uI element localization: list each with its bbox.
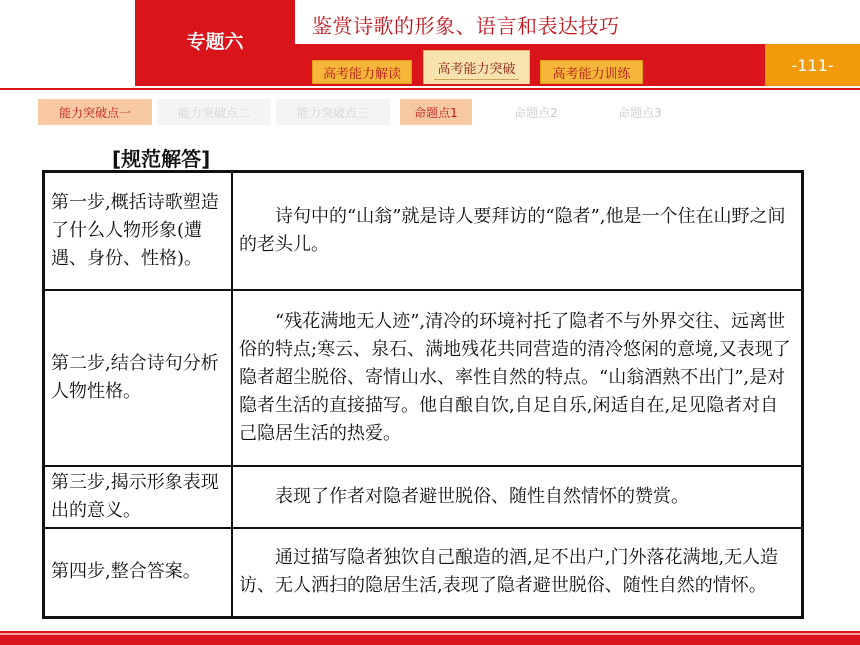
- step-cell: 第四步,整合答案。: [44, 528, 233, 618]
- table-row: [44, 172, 803, 290]
- subtab-point-2[interactable]: 能力突破点二: [157, 99, 271, 125]
- page-title: 鉴赏诗歌的形象、语言和表达技巧: [312, 14, 620, 38]
- subtab-point-1[interactable]: 能力突破点一: [38, 99, 152, 125]
- footer-stripe: [0, 633, 860, 635]
- tab-ability-interpretation[interactable]: 高考能力解读: [312, 60, 412, 84]
- proposition-link-2[interactable]: 命题点2: [514, 105, 558, 120]
- content-cell: 通过描写隐者独饮自己酿造的酒,足不出户,门外落花满地,无人造访、无人洒扫的隐居生活,表现了隐者避世脱俗、随性自然的情怀。: [232, 528, 803, 618]
- step-cell: 第三步,揭示形象表现出的意义。: [44, 466, 233, 528]
- section-heading: [规范解答]: [112, 147, 211, 171]
- topic-block: [135, 0, 295, 86]
- tab-ability-training[interactable]: 高考能力训练: [540, 60, 643, 84]
- page-number-block: [765, 44, 860, 86]
- content-cell: 表现了作者对隐者避世脱俗、随性自然情怀的赞赏。: [232, 466, 803, 528]
- tab-ability-breakthrough[interactable]: 高考能力突破: [423, 50, 530, 84]
- table-row: [44, 290, 803, 466]
- step-cell: 第二步,结合诗句分析人物性格。: [44, 290, 233, 466]
- table-row: [44, 528, 803, 618]
- subtab-point-3[interactable]: 能力突破点三: [276, 99, 390, 125]
- answer-table: [42, 170, 804, 619]
- proposition-link-3[interactable]: 命题点3: [618, 105, 662, 120]
- step-cell: 第一步,概括诗歌塑造了什么人物形象(遭遇、身份、性格)。: [44, 172, 233, 290]
- content-cell: 诗句中的“山翁”就是诗人要拜访的“隐者”,他是一个住在山野之间的老头儿。: [232, 172, 803, 290]
- content-cell: “残花满地无人迹”,清冷的环境衬托了隐者不与外界交往、远离世俗的特点;寒云、泉石、满地残花共同营造的清冷悠闲的意境,又表现了隐者超尘脱俗、寄情山水、率性自然的特点。“山翁酒熟不出门”,是对隐者生活的直接描写。他自酿自饮,自足自乐,闲适自在,足见隐者对自己隐居生活的热爱。: [232, 290, 803, 466]
- proposition-link-1[interactable]: 命题点1: [400, 99, 472, 125]
- table-row: [44, 466, 803, 528]
- page-number: -111-: [791, 55, 834, 75]
- header-divider: [0, 88, 860, 90]
- topic-label: 专题六: [186, 30, 244, 53]
